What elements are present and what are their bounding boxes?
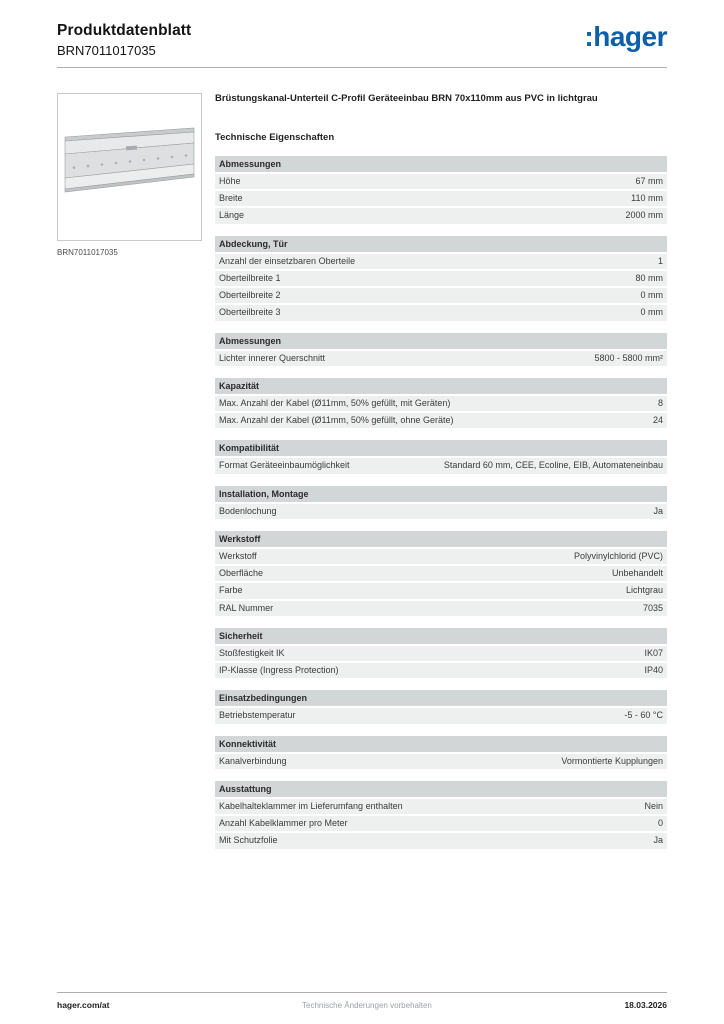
section-ausstattung (215, 781, 667, 849)
spec-label: Max. Anzahl der Kabel (Ø11mm, 50% gefüllt, ohne Geräte) (219, 415, 454, 426)
section-header: Ausstattung (215, 781, 667, 797)
product-photo (57, 93, 202, 241)
footer (57, 992, 667, 1010)
spec-label: Oberteilbreite 1 (219, 272, 281, 283)
spec-value: 110 mm (631, 193, 663, 204)
footer-disclaimer: Technische Änderungen vorbehalten (302, 1001, 432, 1010)
spec-value: 8 (657, 397, 663, 408)
spec-label: Stoßfestigkeit IK (219, 647, 285, 658)
spec-value: IP40 (644, 665, 663, 676)
spec-value: 67 mm (635, 175, 663, 186)
section-sicherheit (215, 628, 667, 679)
section-header: Sicherheit (215, 628, 667, 644)
spec-row (215, 351, 667, 366)
section-abmessungen-2 (215, 333, 667, 366)
spec-value: -5 - 60 °C (624, 710, 663, 721)
section-werkstoff (215, 531, 667, 616)
spec-row (215, 305, 667, 320)
hager-logo: :hager (584, 21, 667, 52)
spec-label: IP-Klasse (Ingress Protection) (219, 665, 339, 676)
section-header: Einsatzbedingungen (215, 690, 667, 706)
spec-value: 7035 (642, 602, 663, 613)
spec-row (215, 566, 667, 581)
spec-row (215, 833, 667, 848)
spec-label: Breite (219, 193, 243, 204)
spec-label: Betriebstemperatur (219, 710, 296, 721)
spec-row (215, 708, 667, 723)
spec-value: 2000 mm (625, 210, 663, 221)
spec-label: Mit Schutzfolie (219, 835, 278, 846)
spec-value: Ja (653, 835, 663, 846)
spec-row (215, 646, 667, 661)
spec-row (215, 413, 667, 428)
product-image-column (57, 93, 202, 257)
spec-row (215, 396, 667, 411)
table-heading: Technische Eigenschaften (215, 131, 335, 143)
spec-label: Höhe (219, 175, 241, 186)
spec-label: Kanalverbindung (219, 755, 287, 766)
product-image-caption: BRN7011017035 (57, 248, 118, 257)
section-header: Konnektivität (215, 736, 667, 752)
spec-row (215, 601, 667, 616)
spec-value: Polyvinylchlorid (PVC) (573, 550, 663, 561)
spec-label: Lichter innerer Querschnitt (219, 352, 326, 363)
spec-label: Bodenlochung (219, 505, 277, 516)
spec-row (215, 663, 667, 678)
section-header: Werkstoff (215, 531, 667, 547)
spec-value: 24 (652, 415, 663, 426)
spec-row (215, 816, 667, 831)
spec-value: 80 mm (635, 272, 663, 283)
section-header: Abmessungen (215, 333, 667, 349)
section-konnektivitaet (215, 736, 667, 769)
section-header: Kompatibilität (215, 440, 667, 456)
spec-label: Farbe (219, 585, 243, 596)
spec-row (215, 271, 667, 286)
footer-website-link[interactable]: hager.com/at (57, 1000, 110, 1010)
spec-row (215, 504, 667, 519)
page-title: Produktdatenblatt (57, 22, 192, 39)
section-einsatzbedingungen (215, 690, 667, 723)
spec-row (215, 549, 667, 564)
trunking-profile-drawing (58, 94, 201, 240)
spec-label: Anzahl der einsetzbaren Oberteile (219, 255, 356, 266)
section-abdeckung-tuer (215, 236, 667, 321)
section-kompatibilitaet (215, 440, 667, 473)
section-header: Abdeckung, Tür (215, 236, 667, 252)
spec-label: RAL Nummer (219, 602, 274, 613)
spec-label: Max. Anzahl der Kabel (Ø11mm, 50% gefüllt, mit Geräten) (219, 397, 451, 408)
spec-row (215, 458, 667, 473)
spec-value: 5800 - 5800 mm² (594, 352, 663, 363)
spec-row (215, 288, 667, 303)
section-kapazitaet (215, 378, 667, 429)
section-header: Installation, Montage (215, 486, 667, 502)
spec-value: Vormontierte Kupplungen (561, 755, 663, 766)
spec-label: Werkstoff (219, 550, 257, 561)
section-installation-montage (215, 486, 667, 519)
spec-label: Format Geräteeinbaumöglichkeit (219, 460, 350, 471)
spec-value: 0 mm (640, 290, 663, 301)
spec-row (215, 799, 667, 814)
product-number: BRN7011017035 (57, 43, 156, 58)
spec-value: Nein (644, 800, 663, 811)
header-titles (57, 22, 191, 58)
spec-value: IK07 (644, 647, 663, 658)
spec-label: Oberteilbreite 3 (219, 307, 281, 318)
spec-value: Standard 60 mm, CEE, Ecoline, EIB, Automateneinbau (443, 460, 663, 471)
section-header: Abmessungen (215, 156, 667, 172)
spec-value: Ja (653, 505, 663, 516)
footer-date: 18.03.2026 (624, 1000, 667, 1010)
spec-label: Länge (219, 210, 245, 221)
spec-label: Kabelhalteklammer im Lieferumfang enthalten (219, 800, 403, 811)
spec-value: Unbehandelt (611, 568, 663, 579)
spec-value: 1 (657, 255, 663, 266)
section-abmessungen (215, 156, 667, 224)
spec-value: 0 mm (640, 307, 663, 318)
spec-row (215, 191, 667, 206)
header-divider (57, 67, 667, 68)
spec-row (215, 583, 667, 598)
spec-row (215, 754, 667, 769)
header (57, 22, 667, 58)
product-title: Brüstungskanal-Unterteil C-Profil Geräteeinbau BRN 70x110mm aus PVC in lichtgrau (215, 93, 598, 104)
spec-label: Anzahl Kabelklammer pro Meter (219, 818, 348, 829)
spec-value: 0 (657, 818, 663, 829)
spec-label: Oberteilbreite 2 (219, 290, 281, 301)
spec-label: Oberfläche (219, 568, 264, 579)
spec-value: Lichtgrau (625, 585, 663, 596)
spec-column (215, 93, 667, 849)
spec-row (215, 208, 667, 223)
spec-row (215, 254, 667, 269)
section-header: Kapazität (215, 378, 667, 394)
spec-row (215, 174, 667, 189)
